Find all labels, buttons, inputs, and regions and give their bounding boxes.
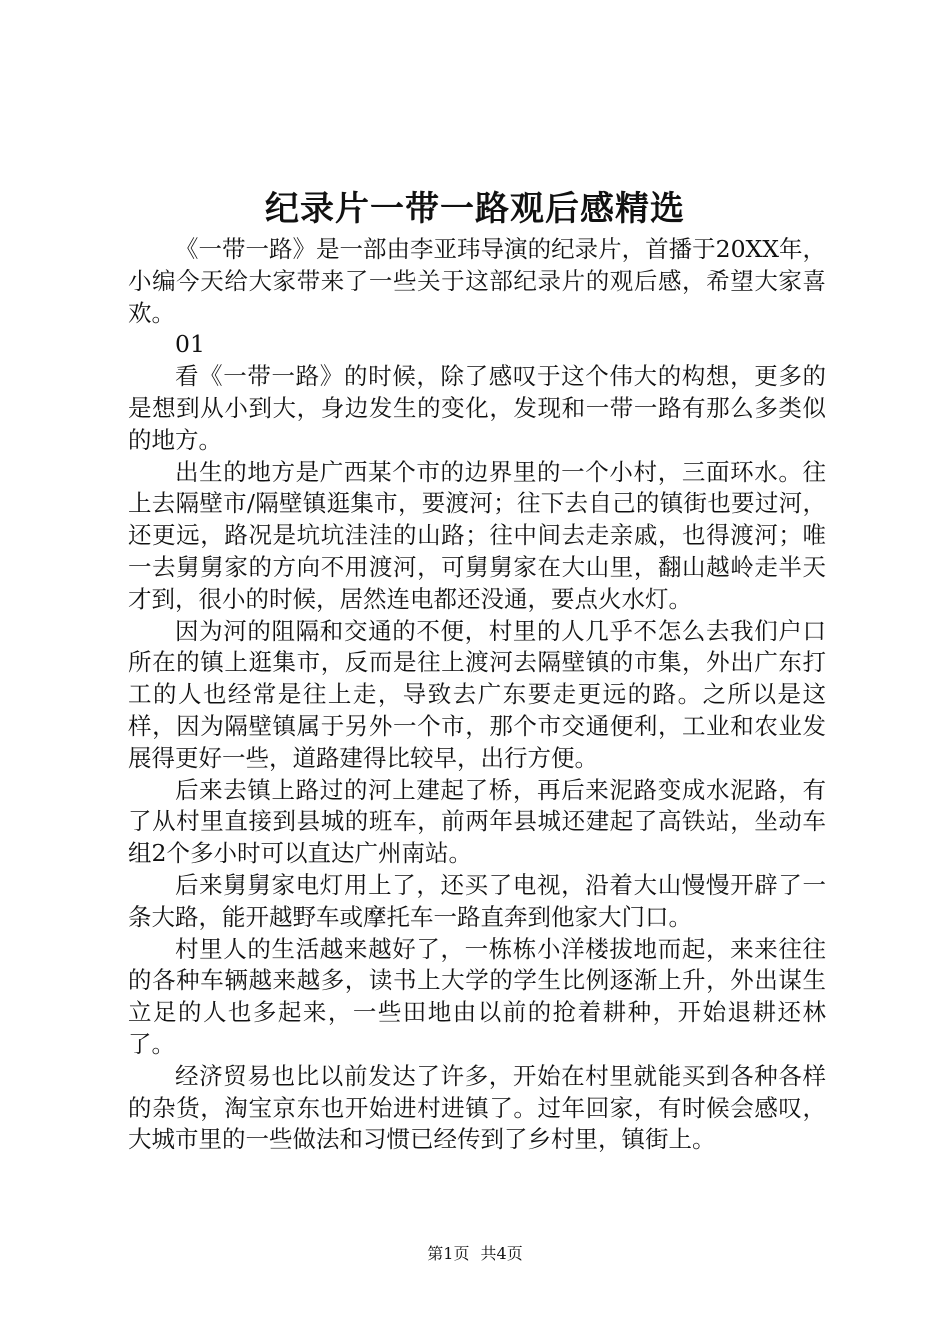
paragraph: 村里人的生活越来越好了，一栋栋小洋楼拔地而起，来来往往的各种车辆越来越多，读书上大学的学生比例逐渐上升，外出谋生立足的人也多起来，一些田地由以前的抢着耕种，开始退耕还林了。 <box>128 934 826 1058</box>
page-number: 第1页 <box>427 1244 470 1263</box>
paragraph: 后来舅舅家电灯用上了，还买了电视，沿着大山慢慢开辟了一条大路，能开越野车或摩托车一路直奔到他家大门口。 <box>128 870 826 931</box>
document-title: 纪录片一带一路观后感精选 <box>265 189 685 229</box>
page-footer <box>0 1243 950 1265</box>
paragraph: 出生的地方是广西某个市的边界里的一个小村，三面环水。往上去隔壁市/隔壁镇逛集市，要渡河；往下去自己的镇街也要过河，还更远，路况是坑坑洼洼的山路；往中间去走亲戚，也得渡河；唯一去舅舅家的方向不用渡河，可舅舅家在大山里，翻山越岭走半天才到，很小的时候，居然连电都还没通，要点火水灯。 <box>128 457 826 613</box>
page-total: 共4页 <box>480 1244 523 1263</box>
paragraph: 因为河的阻隔和交通的不便，村里的人几乎不怎么去我们户口所在的镇上逛集市，反而是往上渡河去隔壁镇的市集，外出广东打工的人也经常是往上走，导致去广东要走更远的路。之所以是这样，因为隔壁镇属于另外一个市，那个市交通便利，工业和农业发展得更好一些，道路建得比较早，出行方便。 <box>128 616 826 772</box>
paragraph-intro: 《一带一路》是一部由李亚玮导演的纪录片，首播于20XX年，小编今天给大家带来了一些关于这部纪录片的观后感，希望大家喜欢。 <box>128 235 826 327</box>
paragraph: 经济贸易也比以前发达了许多，开始在村里就能买到各种各样的杂货，淘宝京东也开始进村进镇了。过年回家，有时候会感叹，大城市里的一些做法和习惯已经传到了乡村里，镇街上。 <box>128 1061 826 1154</box>
section-number: 01 <box>175 330 205 359</box>
document-body <box>128 234 826 1156</box>
paragraph: 看《一带一路》的时候，除了感叹于这个伟大的构想，更多的是想到从小到大，身边发生的变化，发现和一带一路有那么多类似的地方。 <box>128 362 826 454</box>
paragraph: 后来去镇上路过的河上建起了桥，再后来泥路变成水泥路，有了从村里直接到县城的班车，前两年县城还建起了高铁站，坐动车组2个多小时可以直达广州南站。 <box>128 775 826 868</box>
